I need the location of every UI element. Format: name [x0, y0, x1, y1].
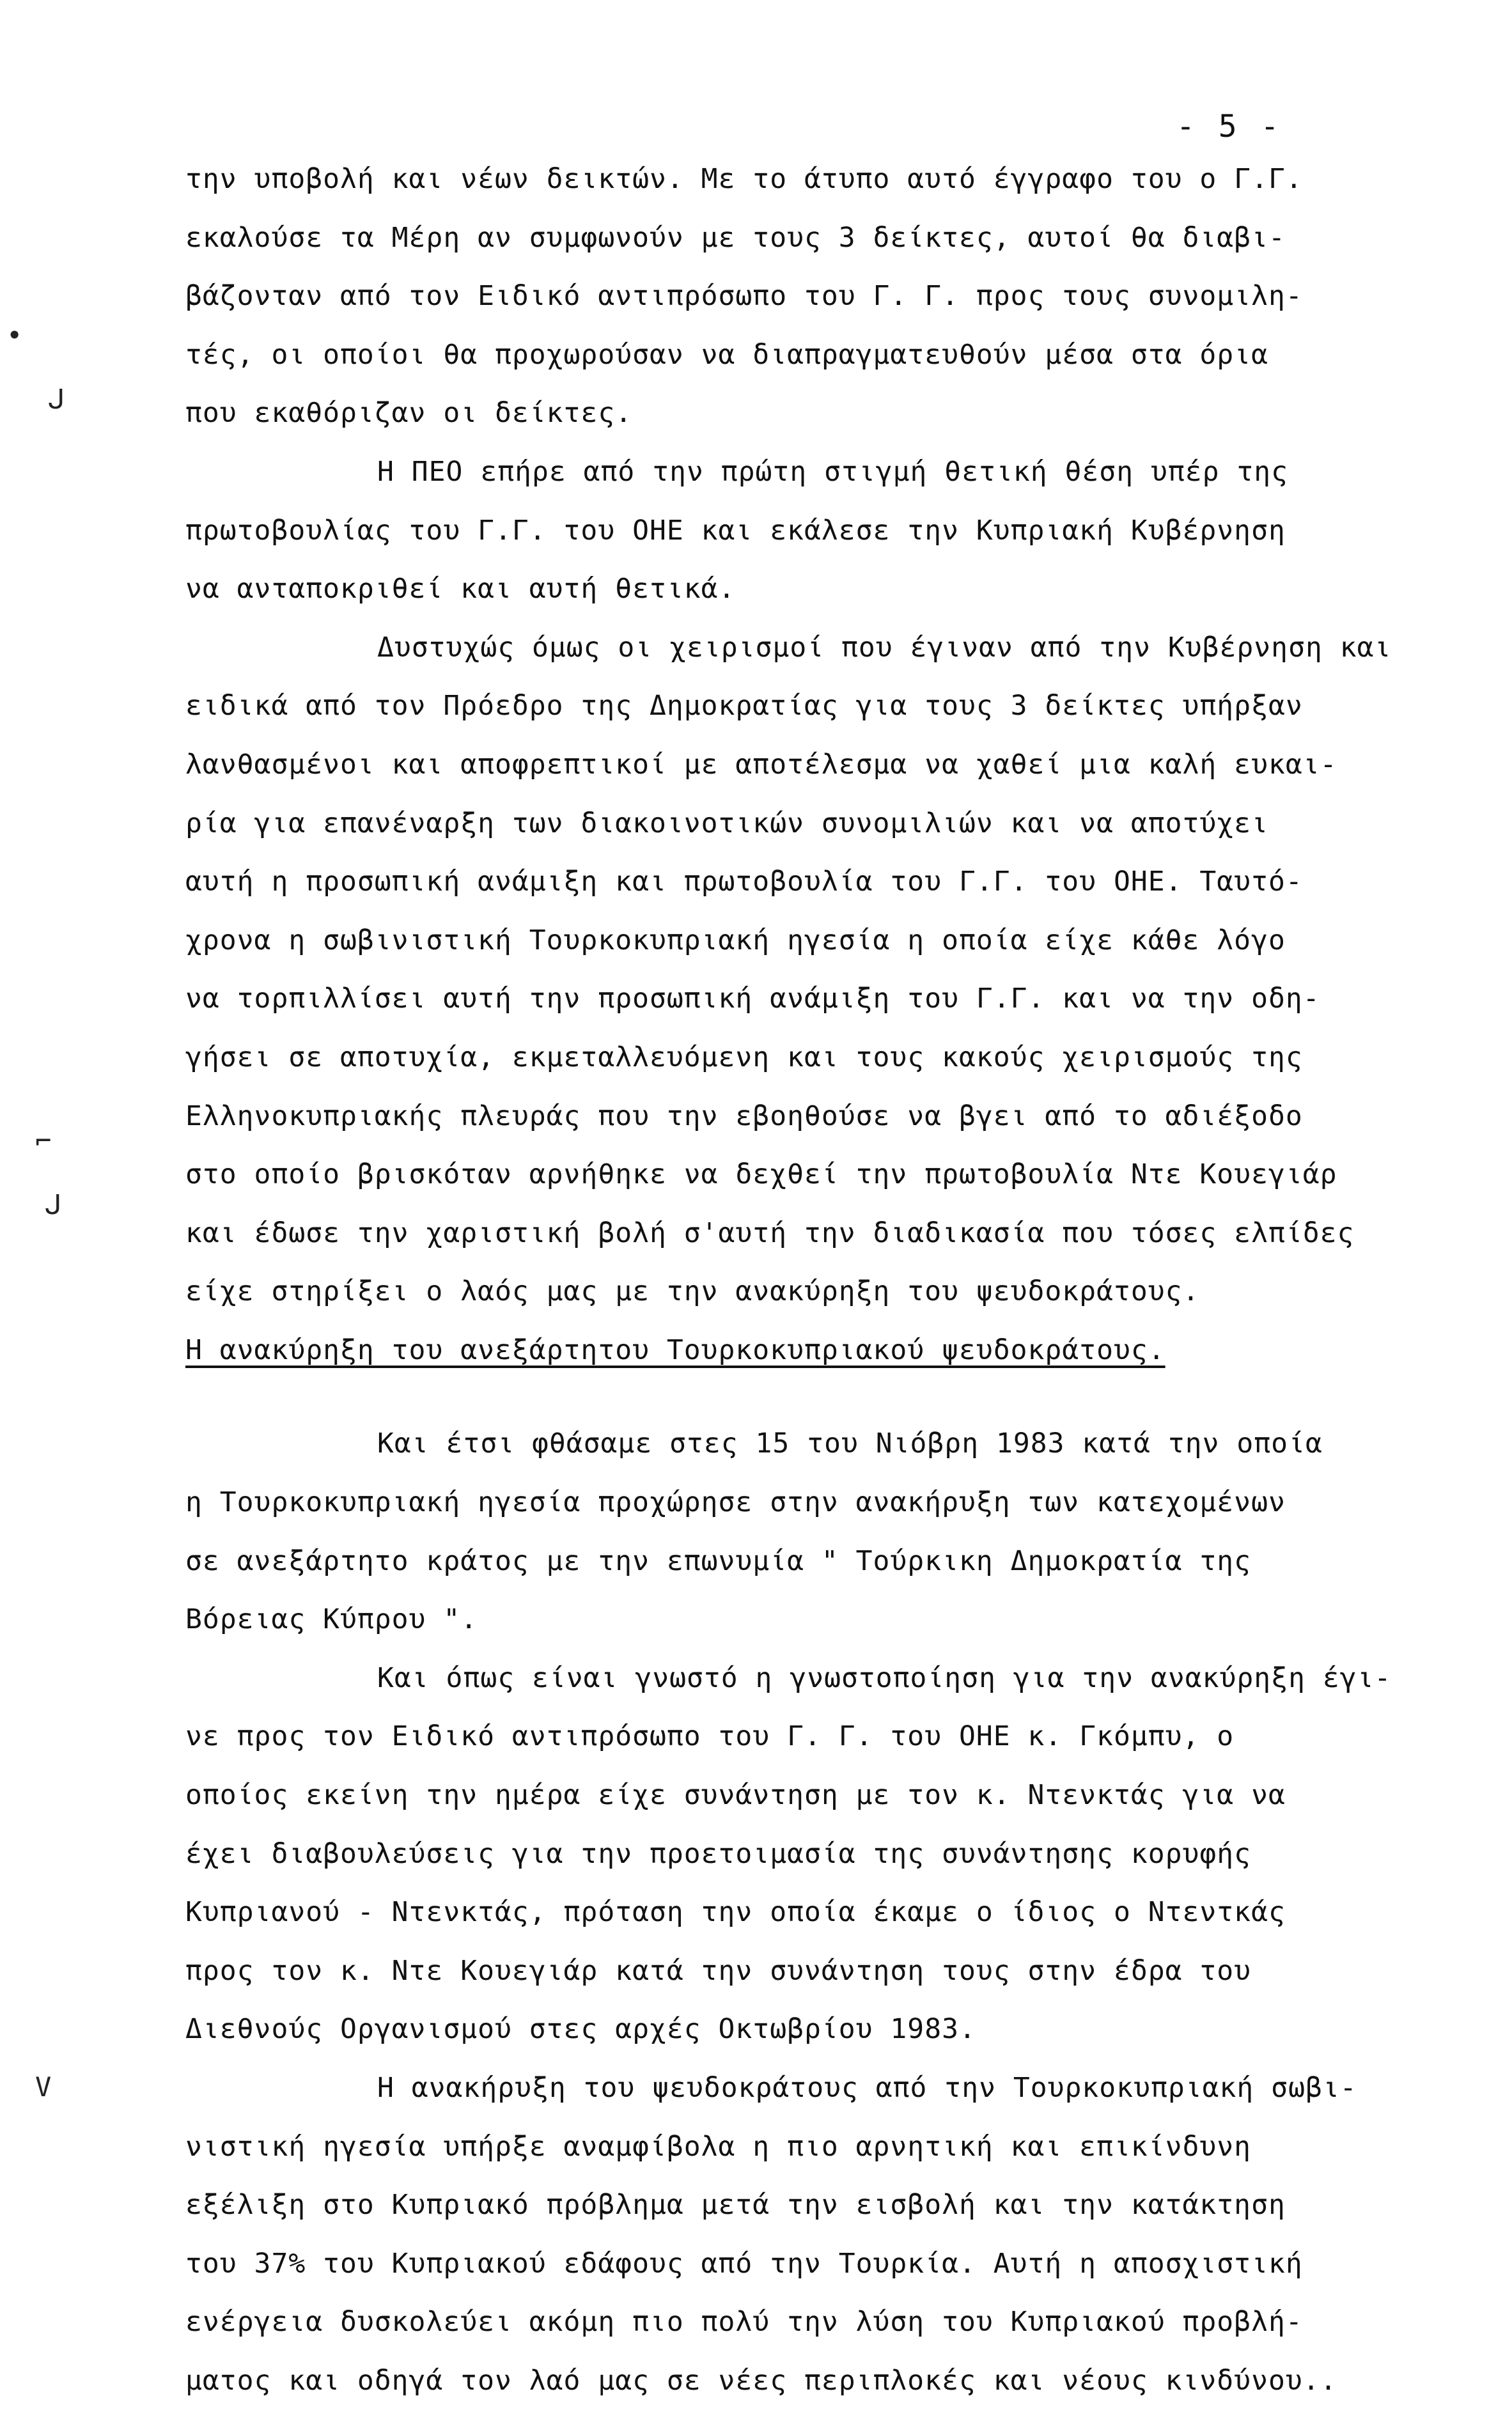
text-line: αυτή η προσωπική ανάμιξη και πρωτοβουλία του Γ.Γ. του ΟΗΕ. Ταυτό- — [185, 866, 1303, 898]
text-line: ρία για επανέναρξη των διακοινοτικών συνομιλιών και να αποτύχει — [185, 807, 1268, 839]
paragraph — [185, 443, 1477, 619]
text-line: βάζονταν από τον Ειδικό αντιπρόσωπο του Γ. Γ. προς τους συνομιλη- — [185, 280, 1303, 313]
paragraph — [185, 1415, 1477, 1649]
text-line: νε προς τον Ειδικό αντιπρόσωπο του Γ. Γ. του ΟΗΕ κ. Γκόμπυ, ο — [185, 1720, 1235, 1753]
paragraph — [185, 150, 1477, 443]
text-line: εκαλούσε τα Μέρη αν συμφωνούν με τους 3 δείκτες, αυτοί θα διαβι- — [185, 221, 1286, 254]
text-line: Και έτσι φθάσαμε στες 15 του Νιόβρη 1983 κατά την οποία — [377, 1428, 1323, 1460]
paragraph — [185, 2059, 1477, 2411]
margin-mark: ᒍ — [45, 1189, 62, 1220]
text-line: προς τον κ. Ντε Κουεγιάρ κατά την συνάντηση τους στην έδρα του — [185, 1954, 1252, 1987]
text-line: ενέργεια δυσκολεύει ακόμη πιο πολύ την λύση του Κυπριακού προβλή- — [185, 2306, 1303, 2339]
paragraph-gap — [185, 1380, 1477, 1415]
text-line: γήσει σε αποτυχία, εκμεταλλευόμενη και τους κακούς χειρισμούς της — [185, 1041, 1303, 1073]
text-line: οποίος εκείνη την ημέρα είχε συνάντηση με τον κ. Ντενκτάς για να — [185, 1779, 1286, 1812]
text-line: και έδωσε την χαριστική βολή σ'αυτή την διαδικασία που τόσες ελπίδες — [185, 1217, 1355, 1249]
text-line: λανθασμένοι και αποφρεπτικοί με αποτέλεσμα να χαθεί μια καλή ευκαι- — [185, 748, 1337, 781]
text-line: τές, οι οποίοι θα προχωρούσαν να διαπραγματευθούν μέσα στα όρια — [185, 338, 1268, 371]
text-line: στο οποίο βρισκόταν αρνήθηκε να δεχθεί την πρωτοβουλία Ντε Κουεγιάρ — [185, 1158, 1337, 1191]
margin-mark: ᒍ — [48, 384, 65, 415]
text-line: Διεθνούς Οργανισμού στες αρχές Οκτωβρίου 1983. — [185, 2013, 976, 2046]
section-heading: Η ανακύρηξη του ανεξάρτητου Τουρκοκυπριακού ψευδοκράτους. — [185, 1334, 1165, 1366]
text-line: Δυστυχώς όμως οι χειρισμοί που έγιναν από την Κυβέρνηση και — [377, 631, 1392, 664]
text-line: έχει διαβουλεύσεις για την προετοιμασία της συνάντησης κορυφής — [185, 1837, 1252, 1870]
text-line: που εκαθόριζαν οι δείκτες. — [185, 397, 633, 430]
text-line: ματος και οδηγά τον λαό μας σε νέες περιπλοκές και νέους κινδύνου.. — [185, 2364, 1337, 2397]
text-line: ειδικά από τον Πρόεδρο της Δημοκρατίας για τους 3 δείκτες υπήρξαν — [185, 690, 1303, 722]
text-line: νιστική ηγεσία υπήρξε αναμφίβολα η πιο αρνητική και επικίνδυνη — [185, 2130, 1252, 2163]
text-line: του 37% του Κυπριακού εδάφους από την Τουρκία. Αυτή η αποσχιστική — [185, 2247, 1303, 2280]
text-line: Και όπως είναι γνωστό η γνωστοποίηση για την ανακύρηξη έγι- — [377, 1661, 1392, 1694]
text-line: σε ανεξάρτητο κράτος με την επωνυμία " Τούρκικη Δημοκρατία της — [185, 1545, 1252, 1577]
text-line: να ανταποκριθεί και αυτή θετικά. — [185, 573, 736, 605]
margin-mark: • — [6, 320, 23, 351]
text-line: Κυπριανού - Ντενκτάς, πρόταση την οποία έκαμε ο ίδιος ο Ντεντκάς — [185, 1896, 1286, 1929]
paragraph — [185, 619, 1477, 1321]
text-line: Βόρειας Κύπρου ". — [185, 1603, 478, 1636]
text-line: πρωτοβουλίας του Γ.Γ. του ΟΗΕ και εκάλεσε την Κυπριακή Κυβέρνηση — [185, 514, 1286, 547]
text-line: Ελληνοκυπριακής πλευράς που την εβοηθούσε να βγει από το αδιέξοδο — [185, 1100, 1303, 1132]
text-line: να τορπιλλίσει αυτή την προσωπική ανάμιξη του Γ.Γ. και να την οδη- — [185, 983, 1320, 1015]
section-heading-block — [185, 1321, 1477, 1380]
paragraph — [185, 1649, 1477, 2059]
text-line: χρονα η σωβινιστική Τουρκοκυπριακή ηγεσία η οποία είχε κάθε λόγο — [185, 924, 1286, 956]
text-line: εξέλιξη στο Κυπριακό πρόβλημα μετά την εισβολή και την κατάκτηση — [185, 2189, 1286, 2222]
typed-text-body — [185, 150, 1477, 2411]
text-line: Η ανακήρυξη του ψευδοκράτους από την Τουρκοκυπριακή σωβι- — [377, 2072, 1357, 2104]
margin-mark: V — [35, 2071, 52, 2103]
text-line: είχε στηρίξει ο λαός μας με την ανακύρηξη του ψευδοκράτους. — [185, 1275, 1200, 1308]
margin-mark: ⌐ — [35, 1125, 52, 1156]
page-number: - 5 - — [1176, 109, 1282, 144]
text-line: Η ΠΕΟ επήρε από την πρώτη στιγμή θετική θέση υπέρ της — [377, 455, 1289, 488]
text-line: την υποβολή και νέων δεικτών. Με το άτυπο αυτό έγγραφο του ο Γ.Γ. — [185, 163, 1303, 195]
text-line: η Τουρκοκυπριακή ηγεσία προχώρησε στην ανακήρυξη των κατεχομένων — [185, 1486, 1286, 1519]
